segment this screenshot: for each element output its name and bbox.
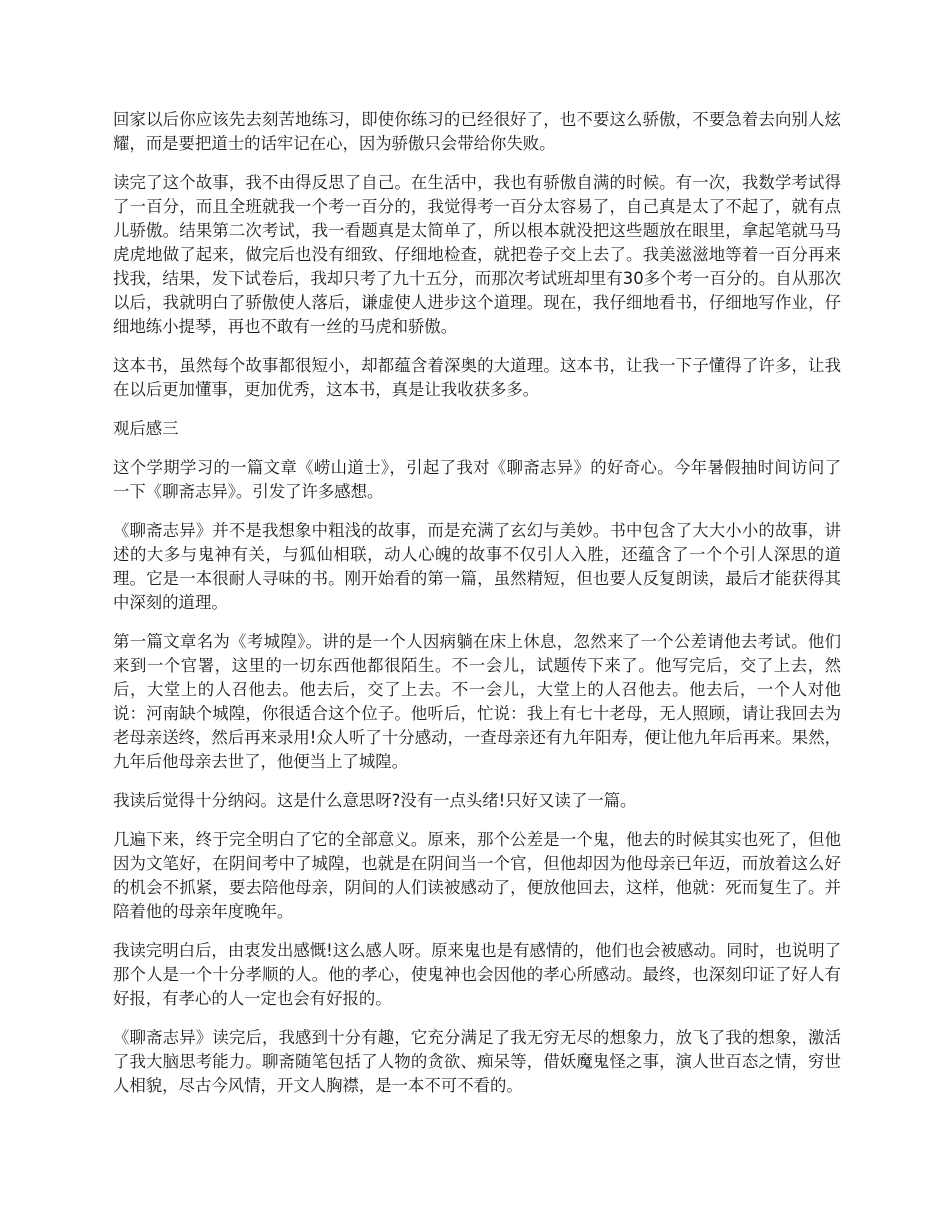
section-heading: 观后感三	[113, 419, 179, 438]
paragraph-3: 这本书，虽然每个故事都很短小，却都蕴含着深奥的大道理。这本书，让我一下子懂得了许多，让我在以后更加懂事，更加优秀，这本书，真是让我收获多多。	[113, 356, 841, 399]
paragraph-1: 回家以后你应该先去刻苦地练习，即使你练习的已经很好了，也不要这么骄傲，不要急着去向别人炫耀，而是要把道士的话牢记在心，因为骄傲只会带给你失败。	[113, 110, 841, 153]
paragraph-9: 我读完明白后，由衷发出感慨!这么感人呀。原来鬼也是有感情的，他们也会被感动。同时，也说明了那个人是一个十分孝顺的人。他的孝心，使鬼神也会因他的孝心所感动。最终，也深刻印证了好人有好报，有孝心的人一定也会有好报的。	[113, 941, 841, 1008]
paragraph-5: 《聊斋志异》并不是我想象中粗浅的故事，而是充满了玄幻与美妙。书中包含了大大小小的故事，讲述的大多与鬼神有关，与狐仙相联，动人心魄的故事不仅引人入胜，还蕴含了一个个引人深思的道理。它是一本很耐人寻味的书。刚开始看的第一篇，虽然精短，但也要人反复朗读，最后才能获得其中深刻的道理。	[113, 521, 841, 612]
paragraph-10: 《聊斋志异》读完后，我感到十分有趣，它充分满足了我无穷无尽的想象力，放飞了我的想象，激活了我大脑思考能力。聊斋随笔包括了人物的贪欲、痴呆等，借妖魔鬼怪之事，演人世百态之情，穷世人相貌，尽古今风情，开文人胸襟，是一本不可不看的。	[113, 1028, 841, 1095]
paragraph-2: 读完了这个故事，我不由得反思了自己。在生活中，我也有骄傲自满的时候。有一次，我数学考试得了一百分，而且全班就我一个考一百分的，我觉得考一百分太容易了，自己真是太了不起了，就有点儿骄傲。结果第二次考试，我一看题真是太简单了，所以根本就没把这些题放在眼里，拿起笔就马马虎虎地做了起来，做完后也没有细致、仔细地检查，就把卷子交上去了。我美滋滋地等着一百分再来找我，结果，发下试卷后，我却只考了九十五分，而那次考试班却里有30多个考一百分的。自从那次以后，我就明白了骄傲使人落后，谦虚使人进步这个道理。现在，我仔细地看书，仔细地写作业，仔细地练小提琴，再也不敢有一丝的马虎和骄傲。	[113, 173, 841, 336]
document-page	[113, 108, 841, 1113]
paragraph-8: 几遍下来，终于完全明白了它的全部意义。原来，那个公差是一个鬼，他去的时候其实也死了，但他因为文笔好，在阴间考中了城隍，也就是在阴间当一个官，但他却因为他母亲已年迈，而放着这么好的机会不抓紧，要去陪他母亲，阴间的人们读被感动了，便放他回去，这样，他就：死而复生了。并陪着他的母亲年度晚年。	[113, 830, 841, 921]
paragraph-7: 我读后觉得十分纳闷。这是什么意思呀?没有一点头绪!只好又读了一篇。	[113, 791, 637, 810]
paragraph-4: 这个学期学习的一篇文章《崂山道士》，引起了我对《聊斋志异》的好奇心。今年暑假抽时间访问了一下《聊斋志异》。引发了许多感想。	[113, 458, 841, 501]
paragraph-6: 第一篇文章名为《考城隍》。讲的是一个人因病躺在床上休息，忽然来了一个公差请他去考试。他们来到一个官署，这里的一切东西他都很陌生。不一会儿，试题传下来了。他写完后，交了上去，然后，大堂上的人召他去。他去后，交了上去。不一会儿，大堂上的人召他去。他去后，一个人对他说：河南缺个城隍，你很适合这个位子。他听后，忙说：我上有七十老母，无人照顾，请让我回去为老母亲送终，然后再来录用!众人听了十分感动，一查母亲还有九年阳寿，便让他九年后再来。果然，九年后他母亲去世了，他便当上了城隍。	[113, 632, 841, 771]
